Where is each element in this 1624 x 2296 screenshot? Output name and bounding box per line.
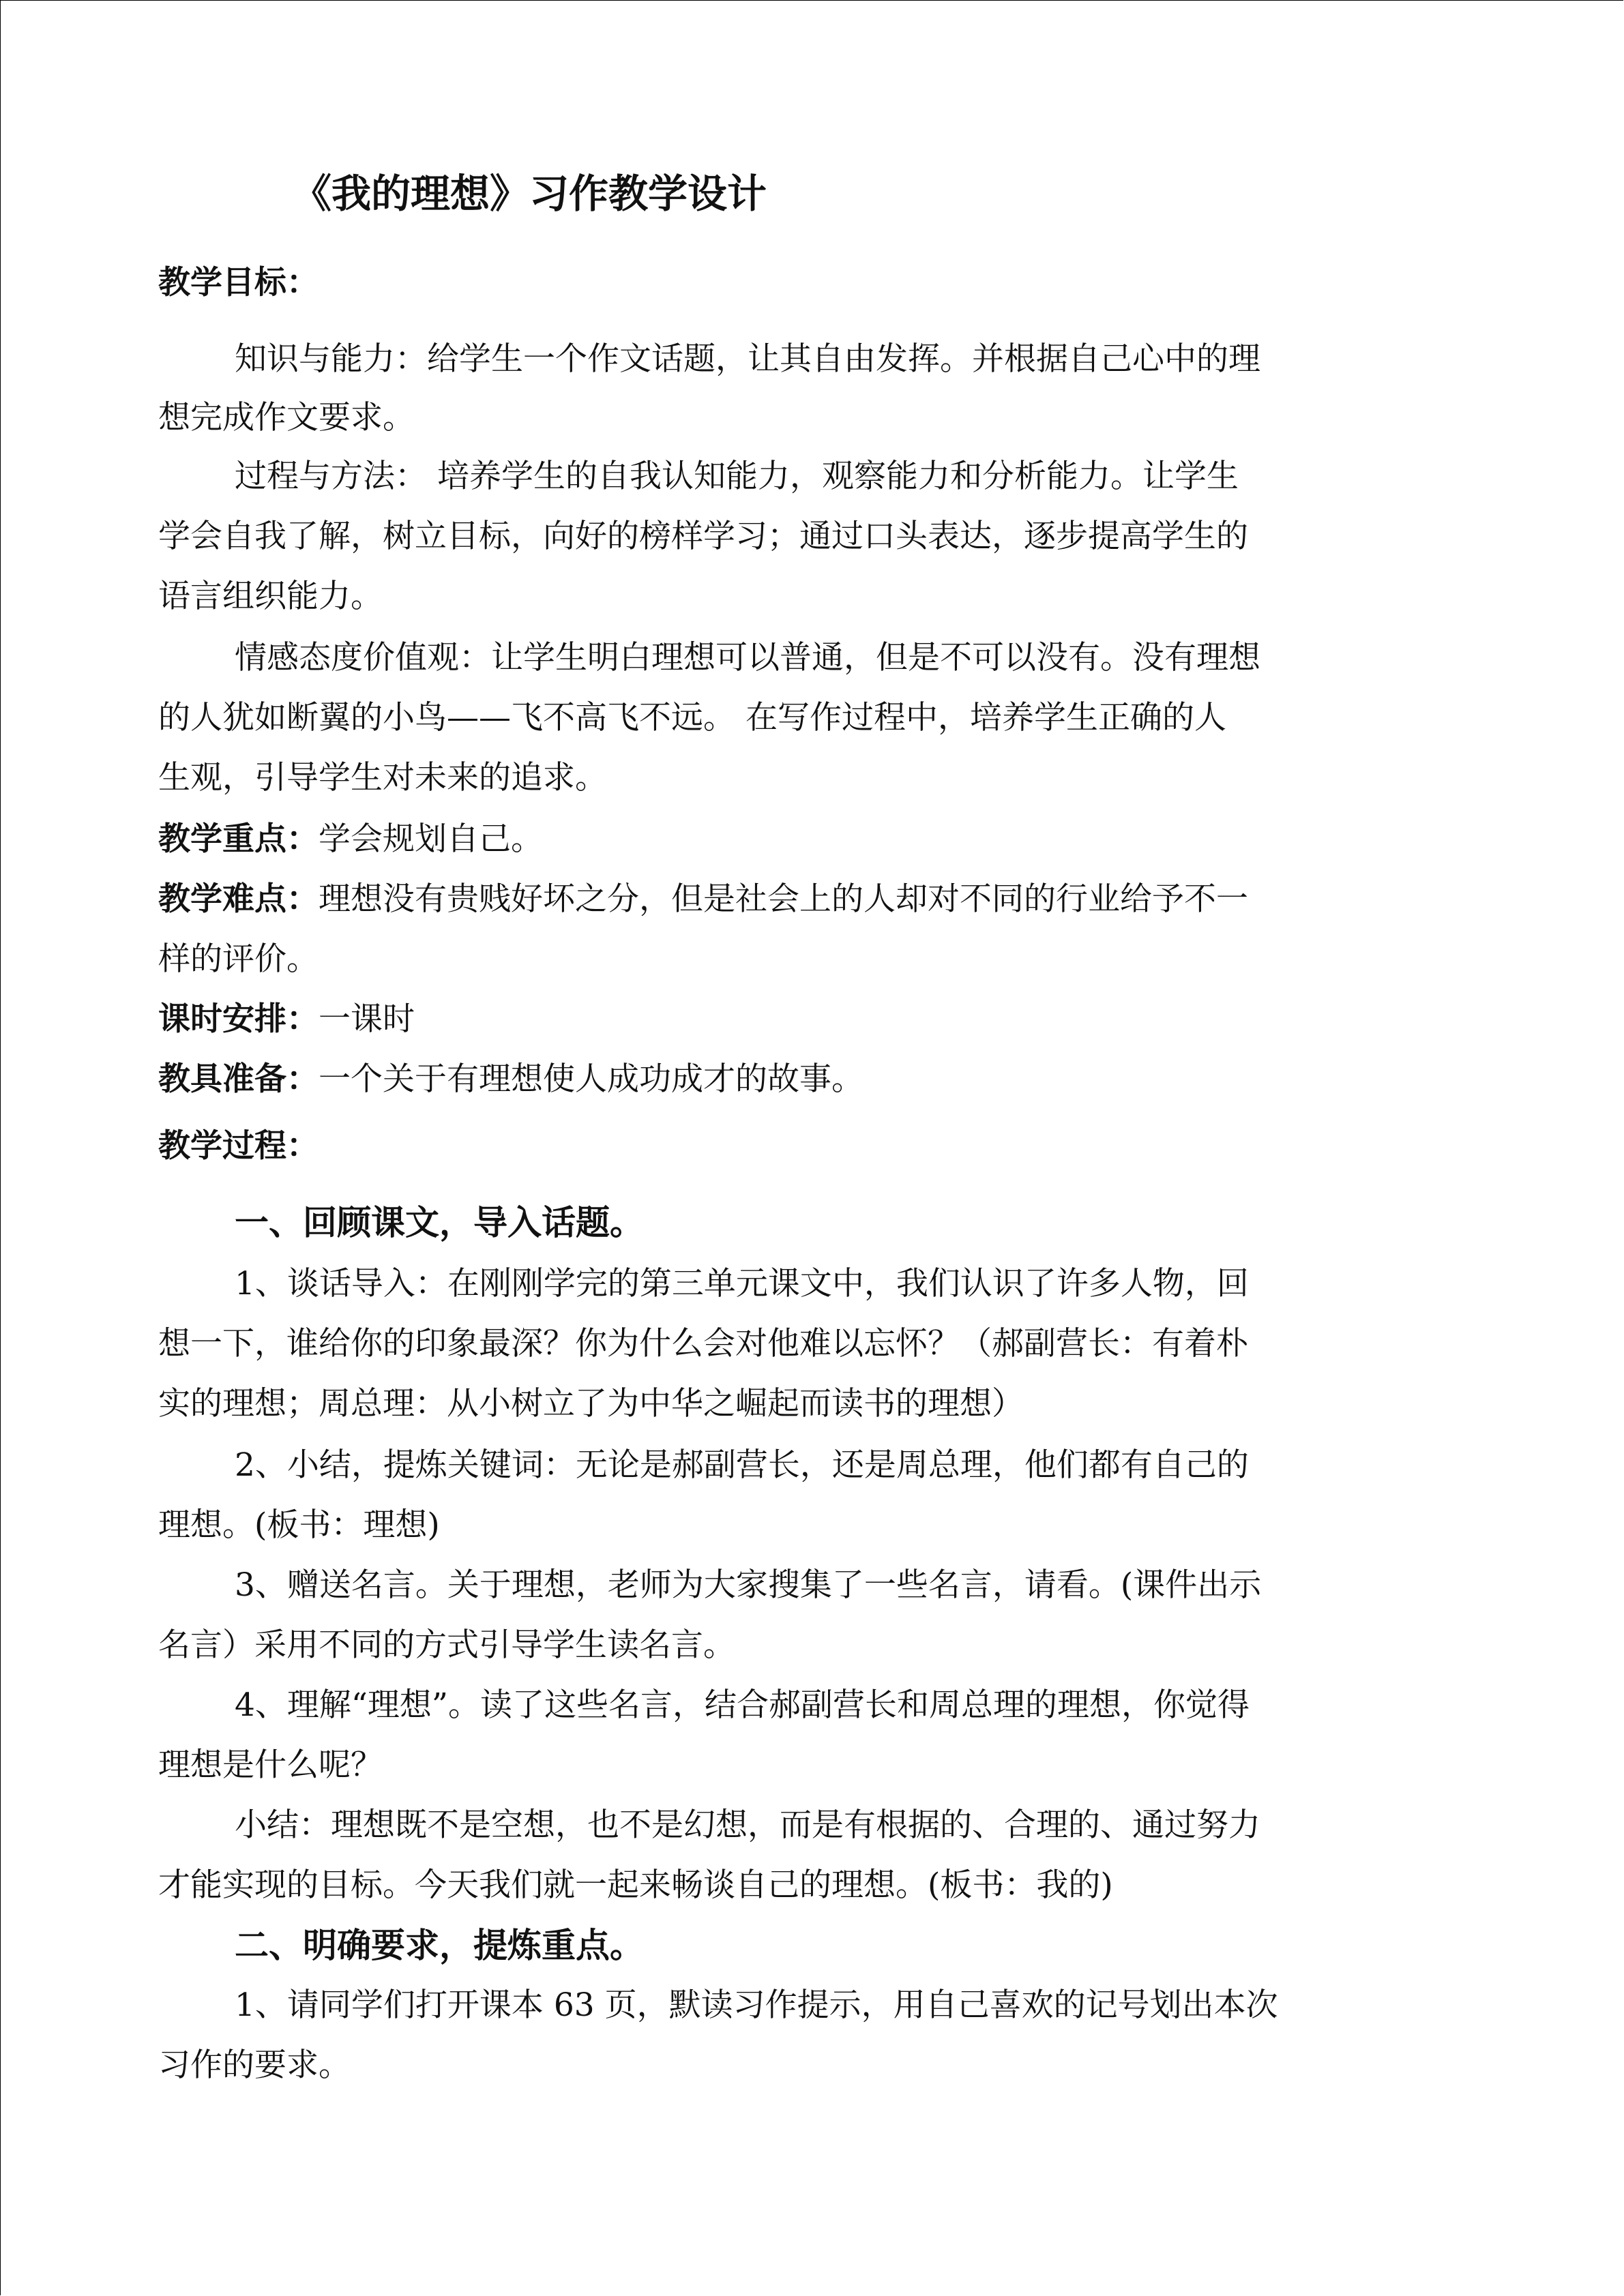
- materials-text: 一个关于有理想使人成功成才的故事。: [319, 1060, 863, 1098]
- section-1-p5-line-2: 才能实现的目标。今天我们就一起来畅谈自己的理想。(板书：我的): [158, 1866, 1113, 1904]
- objective-process-line-1: 过程与方法： 培养学生的自我认知能力，观察能力和分析能力。让学生: [235, 458, 1239, 495]
- section-1-p1-line-3: 实的理想；周总理：从小树立了为中华之崛起而读书的理想）: [158, 1385, 1024, 1422]
- difficulty-text-line-2: 样的评价。: [158, 940, 319, 978]
- section-1-p2-line-2: 理想。(板书：理想): [158, 1506, 440, 1544]
- schedule-label: 课时安排：: [158, 1000, 319, 1038]
- difficulty: [158, 876, 1454, 923]
- schedule: [158, 996, 1454, 1043]
- document-title: 《我的理想》习作教学设计: [292, 170, 767, 217]
- section-2-p1-line-1: 1、请同学们打开课本 63 页，默读习作提示，用自己喜欢的记号划出本次: [235, 1986, 1278, 2024]
- section-1-p1-line-2: 想一下，谁给你的印象最深？你为什么会对他难以忘怀？（郝副营长：有着朴: [158, 1325, 1248, 1362]
- objective-knowledge-line-2: 想完成作文要求。: [158, 399, 415, 436]
- section-1-p2-line-1: 2、小结，提炼关键词：无论是郝副营长，还是周总理，他们都有自己的: [235, 1446, 1249, 1484]
- section-1-heading: 一、回顾课文，导入话题。: [235, 1203, 644, 1242]
- section-2-p1-line-2: 习作的要求。: [158, 2046, 351, 2084]
- objective-emotion-line-1: 情感态度价值观：让学生明白理想可以普通，但是不可以没有。没有理想: [235, 639, 1260, 676]
- section-2-heading: 二、明确要求，提炼重点。: [235, 1926, 644, 1965]
- section-1-p5-line-1: 小结：理想既不是空想，也不是幻想，而是有根据的、合理的、通过努力: [235, 1806, 1260, 1844]
- objective-emotion-line-2: 的人犹如断翼的小鸟——飞不高飞不远。 在写作过程中，培养学生正确的人: [158, 699, 1226, 736]
- difficulty-label: 教学难点：: [158, 880, 319, 918]
- key-point: [158, 816, 1454, 863]
- materials-label: 教具准备：: [158, 1060, 319, 1098]
- key-point-label: 教学重点：: [158, 820, 319, 858]
- objective-process-line-2: 学会自我了解，树立目标，向好的榜样学习；通过口头表达，逐步提高学生的: [158, 518, 1248, 555]
- materials: [158, 1056, 1454, 1103]
- schedule-text: 一课时: [319, 1000, 415, 1038]
- section-1-p1-line-1: 1、谈话导入：在刚刚学完的第三单元课文中，我们认识了许多人物，回: [235, 1265, 1249, 1302]
- objective-emotion-line-3: 生观，引导学生对未来的追求。: [158, 759, 607, 796]
- objectives-heading: 教学目标：: [158, 264, 319, 301]
- section-1-p4-line-2: 理想是什么呢？: [158, 1746, 383, 1784]
- difficulty-text-line-1: 理想没有贵贱好坏之分，但是社会上的人却对不同的行业给予不一: [319, 880, 1248, 918]
- section-1-p4-line-1: 4、理解“理想”。读了这些名言，结合郝副营长和周总理的理想，你觉得: [235, 1686, 1250, 1724]
- process-heading: 教学过程：: [158, 1127, 319, 1165]
- section-1-p3-line-2: 名言）采用不同的方式引导学生读名言。: [158, 1626, 735, 1664]
- section-1-p3-line-1: 3、赠送名言。关于理想，老师为大家搜集了一些名言，请看。(课件出示: [235, 1566, 1262, 1604]
- key-point-text: 学会规划自己。: [319, 820, 543, 858]
- objective-process-line-3: 语言组织能力。: [158, 578, 383, 615]
- objective-knowledge-line-1: 知识与能力：给学生一个作文话题，让其自由发挥。并根据自己心中的理: [235, 340, 1260, 378]
